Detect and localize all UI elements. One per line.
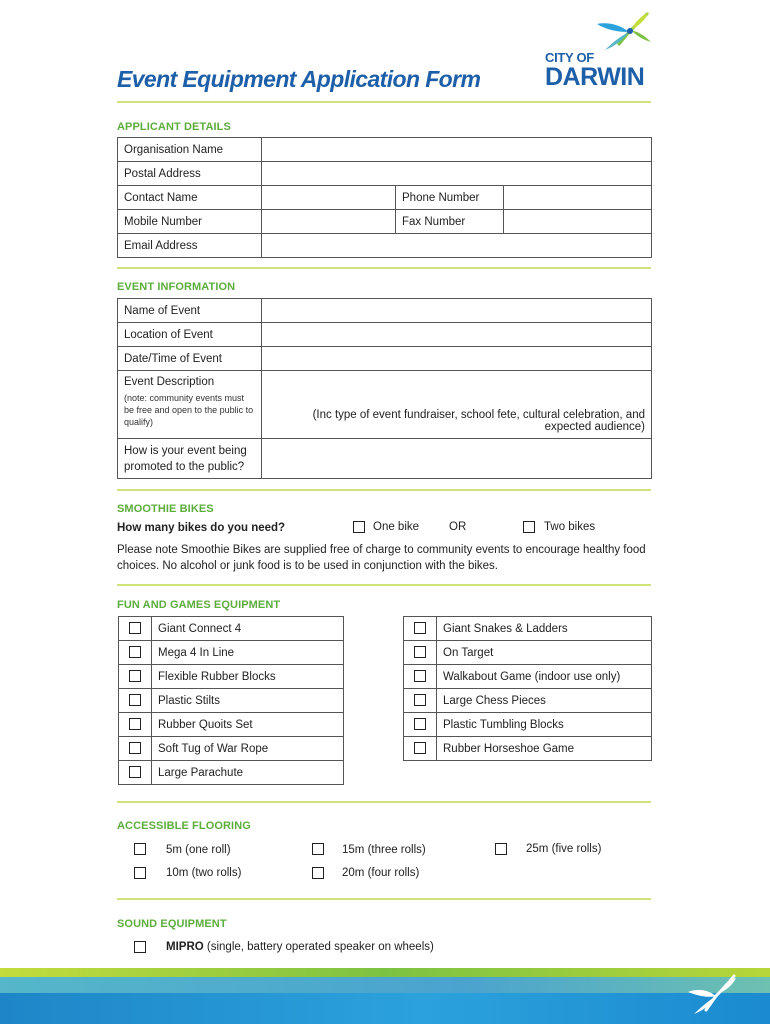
logo-darwin: DARWIN bbox=[545, 63, 645, 91]
equipment-label: Plastic Tumbling Blocks bbox=[437, 713, 652, 737]
equipment-label: Rubber Horseshoe Game bbox=[437, 737, 652, 761]
two-bikes-label: Two bikes bbox=[544, 521, 596, 533]
flooring-15m-checkbox[interactable] bbox=[312, 843, 324, 855]
equipment-checkbox[interactable] bbox=[119, 761, 152, 785]
equipment-checkbox[interactable] bbox=[404, 617, 437, 641]
event-description-hint: (Inc type of event fundraiser, school fete, cultural celebration, and expected audience) bbox=[312, 409, 645, 433]
postal-address-field[interactable] bbox=[262, 162, 652, 186]
flooring-20m-checkbox[interactable] bbox=[312, 867, 324, 879]
smoothie-bikes-note: Please note Smoothie Bikes are supplied free of charge to community events to encourage healthy food choices. No alcohol or junk food is to be used in conjunction with the bikes. bbox=[117, 544, 646, 572]
equipment-label: On Target bbox=[437, 641, 652, 665]
equipment-checkbox[interactable] bbox=[404, 641, 437, 665]
flooring-25m-checkbox[interactable] bbox=[495, 843, 507, 855]
equipment-checkbox[interactable] bbox=[119, 689, 152, 713]
bikes-question: How many bikes do you need? bbox=[117, 522, 286, 534]
event-name-label: Name of Event bbox=[118, 299, 262, 323]
event-description-label-cell bbox=[118, 371, 262, 439]
divider bbox=[117, 898, 651, 900]
event-location-label: Location of Event bbox=[118, 323, 262, 347]
fun-games-heading: FUN AND GAMES EQUIPMENT bbox=[117, 599, 281, 611]
flooring-10m-checkbox[interactable] bbox=[134, 867, 146, 879]
city-of-darwin-logo bbox=[545, 10, 655, 94]
footer-band-green bbox=[0, 968, 770, 977]
equipment-checkbox[interactable] bbox=[404, 713, 437, 737]
event-information-table bbox=[117, 298, 652, 479]
email-address-label: Email Address bbox=[118, 234, 262, 258]
equipment-label: Soft Tug of War Rope bbox=[152, 737, 344, 761]
equipment-checkbox[interactable] bbox=[119, 641, 152, 665]
divider bbox=[117, 101, 651, 103]
event-description-label: Event Description bbox=[124, 376, 215, 388]
event-promotion-label: How is your event being promoted to the public? bbox=[118, 439, 262, 479]
email-address-field[interactable] bbox=[262, 234, 652, 258]
divider bbox=[117, 489, 651, 491]
mobile-number-field[interactable] bbox=[262, 210, 396, 234]
fun-games-right-table bbox=[403, 616, 652, 761]
event-description-field[interactable] bbox=[262, 371, 652, 439]
fax-number-label: Fax Number bbox=[396, 210, 504, 234]
postal-address-label: Postal Address bbox=[118, 162, 262, 186]
sound-equipment-heading: SOUND EQUIPMENT bbox=[117, 918, 227, 930]
organisation-name-field[interactable] bbox=[262, 138, 652, 162]
equipment-label: Giant Snakes & Ladders bbox=[437, 617, 652, 641]
equipment-checkbox[interactable] bbox=[404, 737, 437, 761]
divider bbox=[117, 267, 651, 269]
equipment-label: Rubber Quoits Set bbox=[152, 713, 344, 737]
accessible-flooring-heading: ACCESSIBLE FLOORING bbox=[117, 820, 251, 832]
equipment-label: Giant Connect 4 bbox=[152, 617, 344, 641]
footer-band-teal bbox=[0, 977, 770, 993]
equipment-checkbox[interactable] bbox=[119, 665, 152, 689]
flooring-25m-label: 25m (five rolls) bbox=[526, 843, 602, 855]
equipment-checkbox[interactable] bbox=[119, 737, 152, 761]
mobile-number-label: Mobile Number bbox=[118, 210, 262, 234]
applicant-details-heading: APPLICANT DETAILS bbox=[117, 121, 231, 133]
equipment-checkbox[interactable] bbox=[119, 617, 152, 641]
flooring-5m-label: 5m (one roll) bbox=[166, 844, 231, 856]
event-location-field[interactable] bbox=[262, 323, 652, 347]
event-information-heading: EVENT INFORMATION bbox=[117, 281, 236, 293]
applicant-details-table bbox=[117, 137, 652, 258]
divider bbox=[117, 801, 651, 803]
flooring-15m-label: 15m (three rolls) bbox=[342, 844, 426, 856]
phone-number-label: Phone Number bbox=[396, 186, 504, 210]
footer-banner bbox=[0, 968, 770, 1024]
fun-games-left-table bbox=[118, 616, 344, 785]
or-label: OR bbox=[449, 521, 467, 533]
mipro-label bbox=[166, 941, 434, 953]
equipment-checkbox[interactable] bbox=[404, 665, 437, 689]
flooring-20m-label: 20m (four rolls) bbox=[342, 867, 420, 879]
dragonfly-icon bbox=[686, 972, 742, 1022]
contact-name-label: Contact Name bbox=[118, 186, 262, 210]
equipment-checkbox[interactable] bbox=[119, 713, 152, 737]
smoothie-bikes-heading: SMOOTHIE BIKES bbox=[117, 503, 214, 515]
flooring-10m-label: 10m (two rolls) bbox=[166, 867, 242, 879]
dragonfly-icon bbox=[589, 10, 655, 60]
flooring-5m-checkbox[interactable] bbox=[134, 843, 146, 855]
equipment-checkbox[interactable] bbox=[404, 689, 437, 713]
contact-name-field[interactable] bbox=[262, 186, 396, 210]
event-datetime-field[interactable] bbox=[262, 347, 652, 371]
event-datetime-label: Date/Time of Event bbox=[118, 347, 262, 371]
event-name-field[interactable] bbox=[262, 299, 652, 323]
two-bikes-checkbox[interactable] bbox=[523, 521, 535, 533]
mipro-description: (single, battery operated speaker on wheels) bbox=[203, 941, 434, 953]
one-bike-label: One bike bbox=[373, 521, 420, 533]
fax-number-field[interactable] bbox=[504, 210, 652, 234]
mipro-name: MIPRO bbox=[166, 941, 204, 953]
equipment-label: Large Chess Pieces bbox=[437, 689, 652, 713]
one-bike-checkbox[interactable] bbox=[353, 521, 365, 533]
equipment-label: Large Parachute bbox=[152, 761, 344, 785]
logo-city-of: CITY OF bbox=[545, 50, 594, 65]
equipment-label: Flexible Rubber Blocks bbox=[152, 665, 344, 689]
event-promotion-field[interactable] bbox=[262, 439, 652, 479]
phone-number-field[interactable] bbox=[504, 186, 652, 210]
footer-band-blue bbox=[0, 993, 770, 1024]
organisation-name-label: Organisation Name bbox=[118, 138, 262, 162]
page-title: Event Equipment Application Form bbox=[117, 66, 481, 92]
equipment-label: Mega 4 In Line bbox=[152, 641, 344, 665]
divider bbox=[117, 584, 651, 586]
equipment-label: Plastic Stilts bbox=[152, 689, 344, 713]
event-description-note: (note: community events must be free and open to the public to qualify) bbox=[124, 393, 254, 427]
mipro-checkbox[interactable] bbox=[134, 941, 146, 953]
equipment-label: Walkabout Game (indoor use only) bbox=[437, 665, 652, 689]
